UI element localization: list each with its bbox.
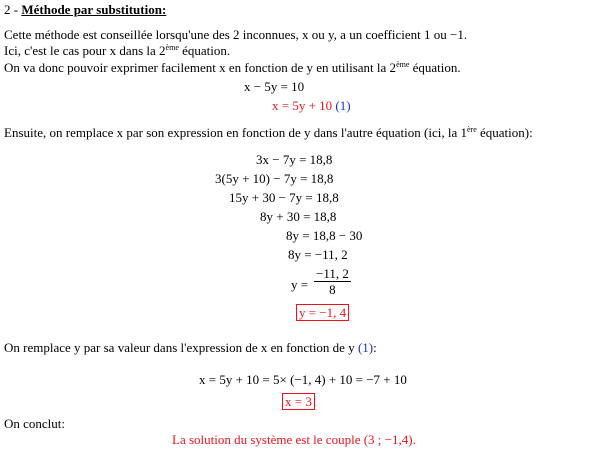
step-4: 8y + 30 = 18,8	[260, 209, 337, 224]
x-result-box: x = 3	[282, 393, 315, 410]
replace-instruction: On remplace y par sa valeur dans l'expression de x en fonction de y (1):	[4, 340, 377, 355]
section-title: Méthode par substitution:	[21, 2, 167, 17]
intro-line-2: Ici, c'est le cas pour x dans la 2ème équation.	[4, 43, 231, 58]
section-heading	[4, 2, 166, 18]
x-calculation: x = 5y + 10 = 5× (−1, 4) + 10 = −7 + 10	[199, 372, 407, 387]
substitution-instruction: Ensuite, on remplace x par son expression en fonction de y dans l'autre équation (ici, la 1ère équation):	[4, 125, 533, 140]
equation-isolated-x: x = 5y + 10 (1)	[272, 98, 351, 113]
step-6: 8y = −11, 2	[288, 247, 348, 262]
x-result	[282, 393, 315, 410]
intro-line-3: On va donc pouvoir exprimer facilement x en fonction de y en utilisant la 2ème équation.	[4, 60, 461, 75]
step-8-result	[296, 304, 349, 321]
intro-line-1: Cette méthode est conseillée lorsqu'une des 2 inconnues, x ou y, a un coefficient 1 ou −1.	[4, 27, 468, 42]
step-7-lhs: y =	[291, 277, 309, 292]
step-1: 3x − 7y = 18,8	[256, 152, 333, 167]
conclusion-sentence: La solution du système est le couple (3 ; −1,4).	[172, 432, 416, 447]
fraction-numerator: −11, 2	[316, 266, 349, 281]
fraction-denominator: 8	[329, 282, 336, 297]
step-5: 8y = 18,8 − 30	[286, 228, 363, 243]
step-3: 15y + 30 − 7y = 18,8	[229, 190, 339, 205]
section-number: 2 -	[4, 2, 22, 17]
equation-isolate-source: x − 5y = 10	[244, 79, 305, 94]
step-7-fraction	[314, 266, 351, 297]
step-2: 3(5y + 10) − 7y = 18,8	[215, 171, 334, 186]
y-result-box: y = −1, 4	[296, 304, 349, 321]
conclusion-label: On conclut:	[4, 416, 66, 431]
